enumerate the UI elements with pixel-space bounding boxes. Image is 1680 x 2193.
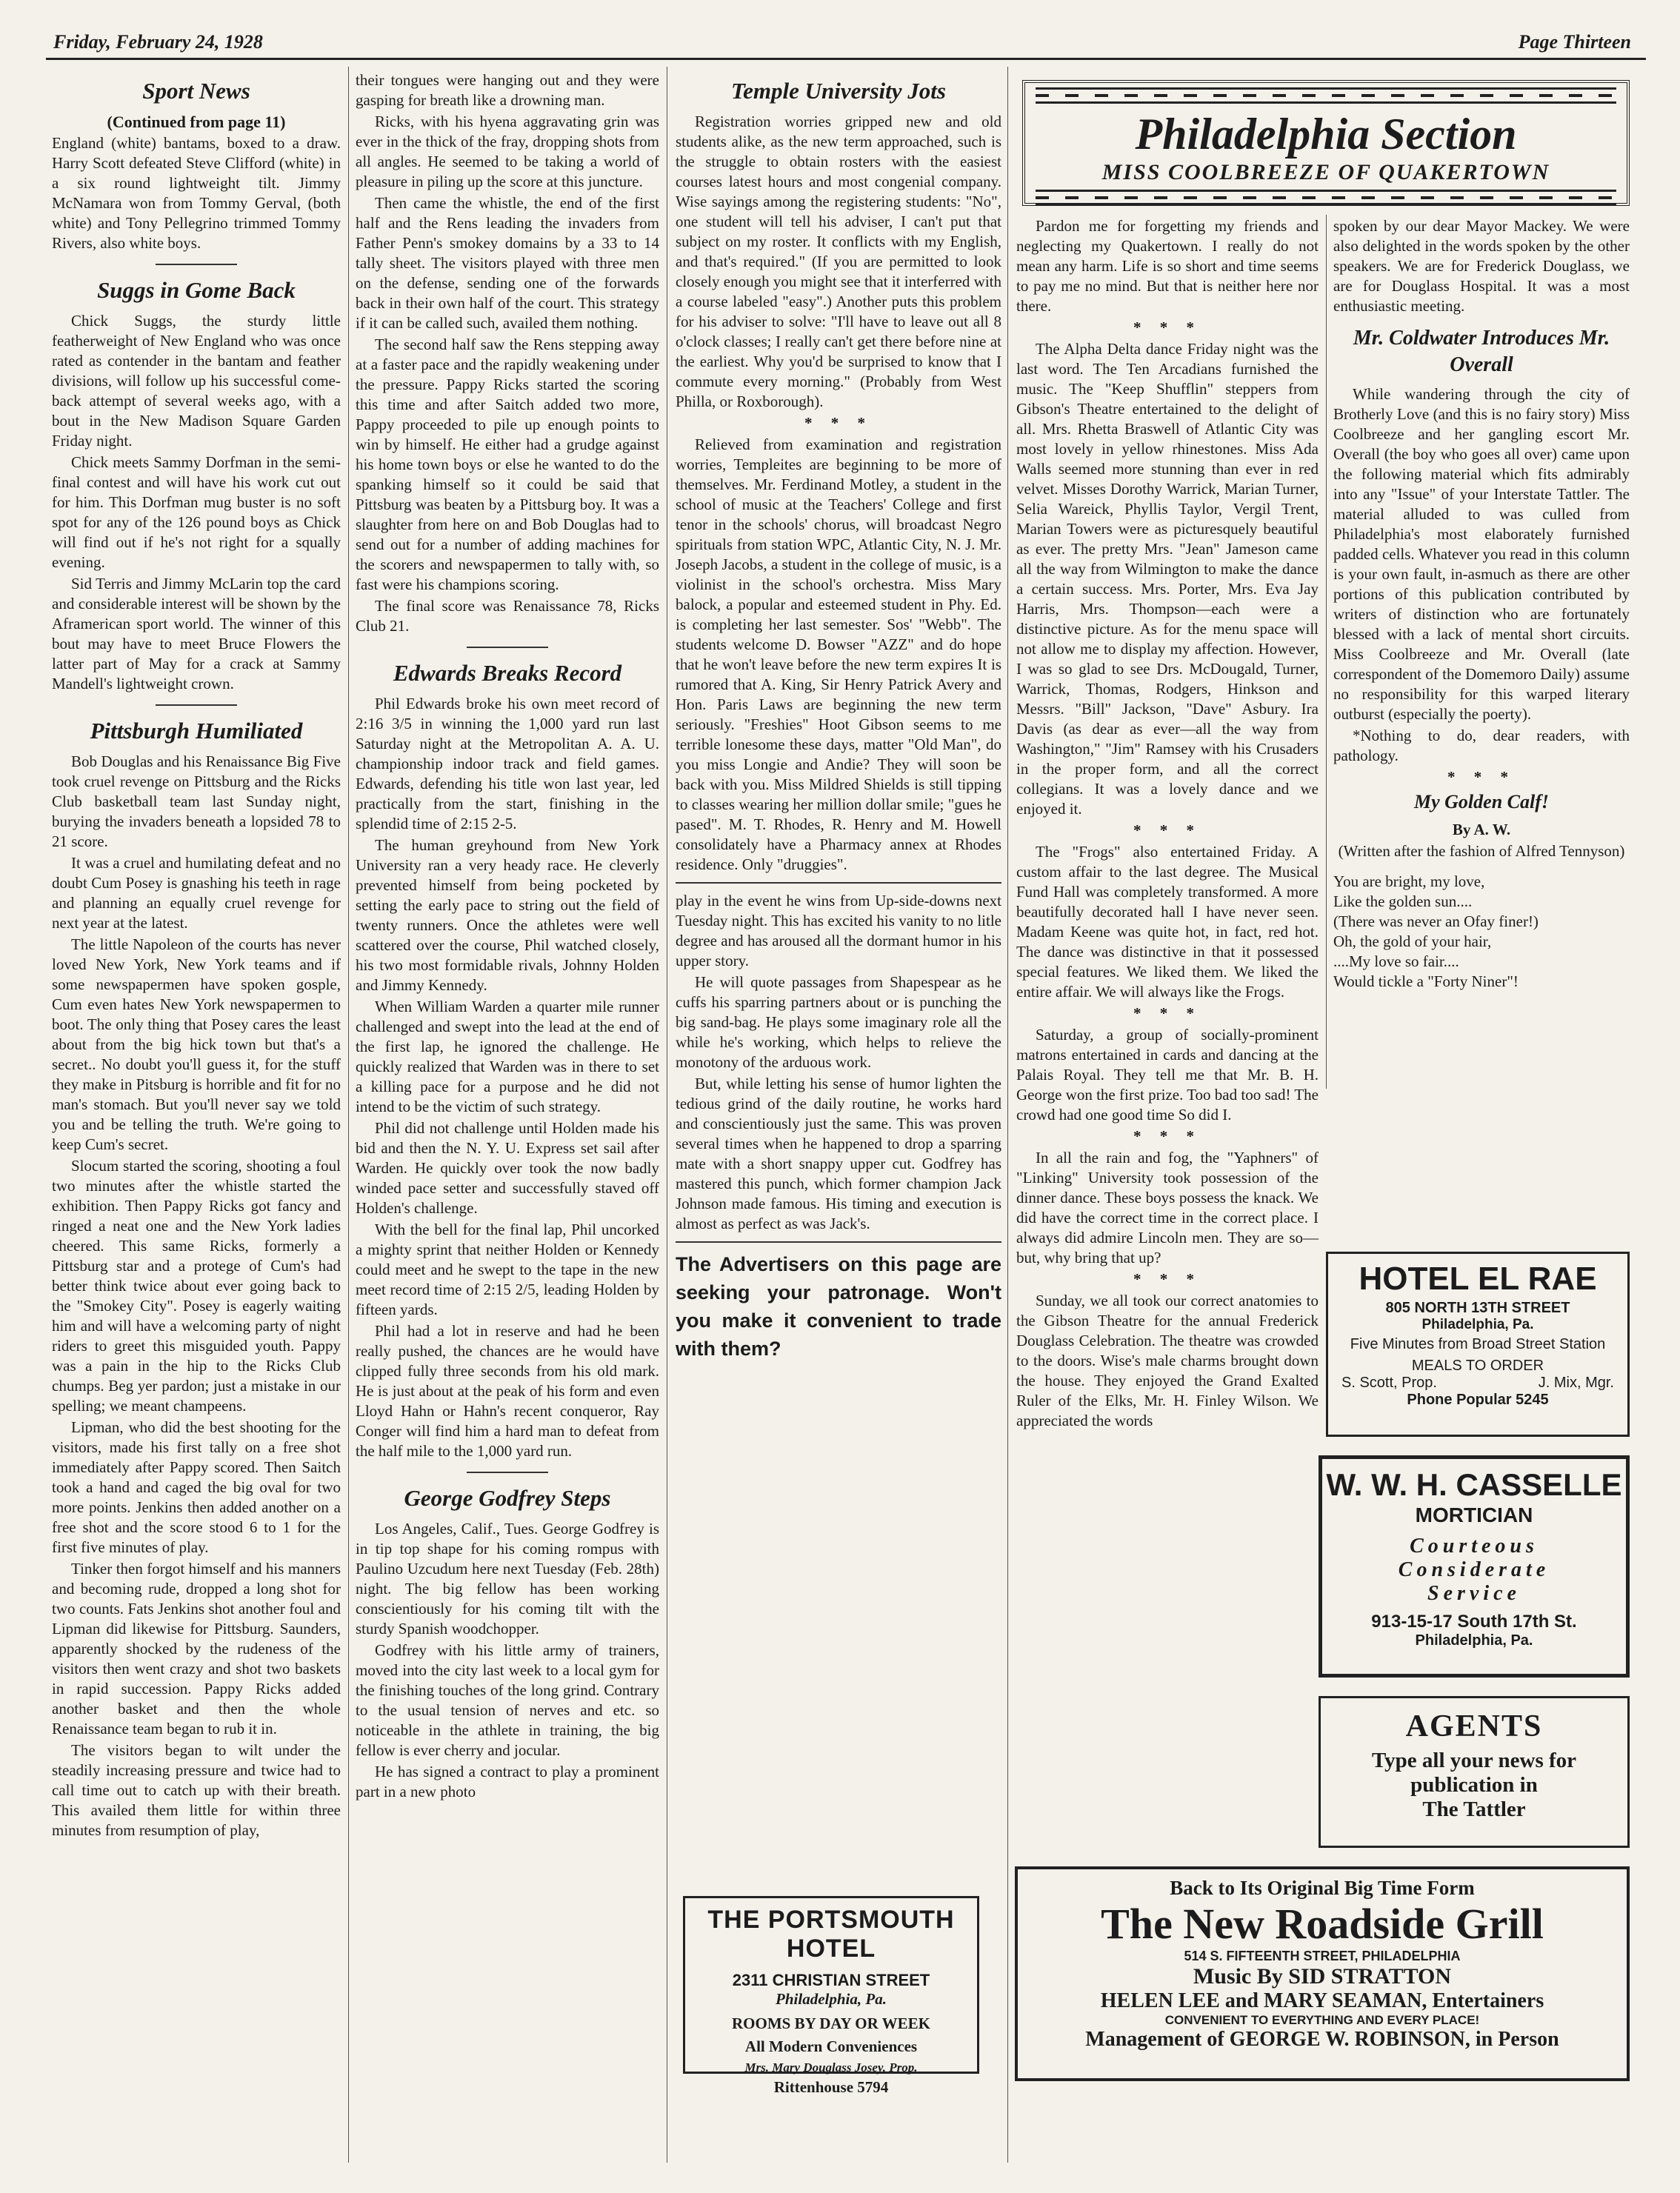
headline-temple: Temple University Jots <box>731 78 946 104</box>
section-stars: * * * <box>1133 1004 1201 1022</box>
casselle-word: Considerate <box>1398 1558 1550 1581</box>
divider <box>467 1472 548 1473</box>
article-paragraph: Saturday, a group of socially-prominent matrons entertained in cards and dancing at the Palais Royal. They tell me that Mr. B. H. George won the first prize. Too bad too sad! The crowd had one good time So did I. <box>1016 1026 1319 1124</box>
el-rae-location: Five Minutes from Broad Street Station <box>1350 1336 1606 1352</box>
roadside-music: Music By SID STRATTON <box>1193 1964 1452 1989</box>
byline: By A. W. <box>1452 821 1511 838</box>
article-paragraph: Godfrey with his little army of trainers, moved into the city last week to a local gym for the finishing touches of the long grind. Contrary to the usual tension of nerves and etc. so noticeable in the athlete in training, the big fellow is ever cherry and jocular. <box>356 1641 659 1759</box>
article-paragraph: their tongues were hanging out and they were gasping for breath like a drowning man. <box>356 71 659 109</box>
casselle-name: W. W. H. CASSELLE <box>1326 1467 1622 1502</box>
hotel-proprietor: Mrs. Mary Douglass Josey, Prop. <box>744 2060 918 2074</box>
article-paragraph: Lipman, who did the best shooting for the visitors, made his first tally on a free shot immediately after Pappy scored. Then Saitch took a hand and caged the big oval for two more points. Jenkins then added another on a free shot and the score stood 6 to 1 for the first five minutes of play. <box>52 1418 341 1556</box>
casselle-word: Service <box>1427 1582 1521 1605</box>
column-1 <box>52 70 341 1842</box>
article-paragraph: The human greyhound from New York University ran a very heady race. He cleverly prevented himself from being pocketed by setting the early pace to string out the field of twenty runners. Once the athletes were well scattered over the course, Phil watched closely, his two most formidable rivals, Johnny Holden and Jimmy Kennedy. <box>356 836 659 994</box>
agents-line: publication in <box>1410 1773 1538 1797</box>
divider <box>676 1241 1001 1243</box>
headline-suggs: Suggs in Gome Back <box>97 277 296 303</box>
agents-line: Type all your news for <box>1371 1749 1577 1772</box>
article-paragraph: He has signed a contract to play a prominent part in a new photo <box>356 1763 659 1800</box>
poem-line: ....My love so fair.... <box>1333 952 1459 970</box>
column-rule <box>1007 67 1008 2163</box>
agents-title: AGENTS <box>1405 1709 1543 1743</box>
article-paragraph: Los Angeles, Calif., Tues. George Godfrey is in tip top shape for his coming rompus with Paulino Uzcudum here next Tuesday (Feb. 28th) night. The big fellow has been working conscientiously for his coming tilt with the sturdy Spanish woodchopper. <box>356 1520 659 1638</box>
section-subtitle: MISS COOLBREEZE OF QUAKERTOWN <box>1101 160 1550 184</box>
column-2 <box>356 70 659 1803</box>
article-paragraph: The final score was Renaissance 78, Ricks Club 21. <box>356 597 659 635</box>
ad-portsmouth-hotel <box>683 1896 979 2096</box>
article-paragraph: England (white) bantams, boxed to a draw. Harry Scott defeated Steve Clifford (white) in a six round lightweight tilt. Jimmy McNamara won from Tommy Gerval, (both white) and Tony Pellegrino trimmed Tommy Rivers, also white boys. <box>52 134 341 252</box>
article-paragraph: Phil Edwards broke his own meet record of 2:16 3/5 in winning the 1,000 yard run last Saturday night at the Metropolitan A. A. U. championship indoor track and field games. Edwards, defending his title won last year, led practically from the start, finishing in the splendid time of 2:15 2-5. <box>356 695 659 832</box>
column-rule <box>348 67 349 2163</box>
article-paragraph: The Alpha Delta dance Friday night was the last word. The Ten Arcadians furnished the music. The "Keep Shufflin" steppers from Gibson's Theatre entertained to the delight of all. Mrs. Rhetta Braswell of Atlantic City was most lovely in yellow rhinestones. Miss Ada Walls seemed more stunning than ever in red velvet. Misses Dorothy Warrick, Marian Turner, Selia Wareick, Phyllis Taylor, Vergil Trent, Marian Towers were as picturesquely beautiful as ever. The pretty Mrs. "Jean" Jameson came all the way from Wilmington to make the dance a certain success. Mrs. Porter, Mrs. Eva Jay Harris, Mrs. Thompson—each were a distinctive picture. As for the menu space will not allow me to display my affection. However, I was so glad to see Drs. McDougald, Turner, Warrick, Thomas, Rodgers, Hinkson and Messrs. "Bill" Jackson, "Dave" Asbury. Ira Davis (as dear as ever—all the way from Washington," "Jim" Ramsey with his Crusaders in the proper form, and all the correct collegians. It was a lovely dance and we enjoyed it. <box>1016 340 1319 818</box>
ad-new-roadside-grill <box>1015 1866 1630 2081</box>
article-paragraph: spoken by our dear Mayor Mackey. We were also delighted in the words spoken by the other speakers. We are for Frederick Douglass, we are for Douglass Hospital. It was a most enthusiastic meeting. <box>1333 217 1630 315</box>
poem <box>1333 872 1630 992</box>
article-paragraph: Slocum started the scoring, shooting a foul two minutes after the whistle started the exhibition. Then Pappy Ricks got fancy and ringed a neat one and the New York ladies cheered. This same Ricks, formerly a Pittsburg star and a protege of Cum's had better think twice about ever going back to the "Smokey City". Posey is eagerly waiting him and will have a welcoming party of night riders to greet this misguided youth. Pappy was a pain in the hip to the Ricks Club chumps. Beg yer pardon; just a mistake in our spelling; we meant champeens. <box>52 1157 341 1415</box>
headline-edwards: Edwards Breaks Record <box>393 660 622 686</box>
column-3 <box>676 70 1001 1364</box>
article-paragraph: play in the event he wins from Up-side-downs next Tuesday night. This has excited his vanity to no litle degree and has aroused all the dormant humor in his upper story. <box>676 892 1001 969</box>
article-paragraph: He will quote passages from Shapespear as he cuffs his sparring partners about or is punching the big sand-bag. He plays some imaginary role all the while he's working, which helps to relieve the monotony of the arduous work. <box>676 973 1001 1071</box>
article-paragraph: The second half saw the Rens stepping away at a faster pace and the rapidly weakening under the pressure. Pappy Ricks started the scoring this time and after Saitch added two more, Pappy proceeded to pile up enough points to win by himself. He either had a grudge against his home town boys or else he wanted to do the spanking himself so it could be said that Pittsburg was beaten by a Pittsburg boy. It was a slaughter from here on and Bob Douglas had to send out for a number of adding machines for the scorers and newspapermen to tally with, so fast were his champions scoring. <box>356 336 659 593</box>
el-rae-city: Philadelphia, Pa. <box>1421 1317 1534 1332</box>
headline-sport-news: Sport News <box>142 78 250 104</box>
hotel-city: Philadelphia, Pa. <box>776 1990 887 2008</box>
casselle-street: 913-15-17 South 17th St. <box>1371 1612 1577 1632</box>
article-paragraph: Phil had a lot in reserve and had he been really pushed, the chances are he would have clipped fully three seconds from his old mark. He is just about at the peak of his form and even Lloyd Hahn or Hahn's recent conqueror, Ray Conger will find him a hard man to defeat from the half mile to the 1,000 yard run. <box>356 1322 659 1460</box>
ad-casselle-mortician <box>1319 1455 1630 1678</box>
roadside-convenience: CONVENIENT TO EVERYTHING AND EVERY PLACE! <box>1164 2013 1480 2027</box>
article-paragraph: But, while letting his sense of humor lighten the tedious grind of the daily routine, he works hard and conscientiously just the same. This was proven several times when he happened to drop a sparring mate with a short snappy upper cut. Godfrey has mastered this punch, which former champion Jack Johnson made famous. His timing and execution is almost as perfect as was Jack's. <box>676 1075 1001 1232</box>
hotel-rooms: ROOMS BY DAY OR WEEK <box>732 2015 930 2032</box>
headline-golden-calf: My Golden Calf! <box>1414 791 1549 812</box>
page-number: Page Thirteen <box>1518 31 1631 53</box>
advertiser-notice: The Advertisers on this page are seeking your patronage. Won't you make it convenient to trade with them? <box>676 1253 1001 1360</box>
section-title: Philadelphia Section <box>1135 110 1517 158</box>
divider <box>467 647 548 648</box>
issue-date: Friday, February 24, 1928 <box>53 31 263 53</box>
section-stars: * * * <box>1133 1270 1201 1288</box>
el-rae-staff <box>1328 1375 1627 1392</box>
casselle-city: Philadelphia, Pa. <box>1415 1632 1533 1649</box>
headline-coldwater: Mr. Coldwater Introduces Mr. Overall <box>1353 327 1610 376</box>
el-rae-proprietor: S. Scott, Prop. <box>1341 1375 1437 1391</box>
article-paragraph: Bob Douglas and his Renaissance Big Five took cruel revenge on Pittsburg and the Ricks Club basketball team last Sunday night, burying the invaders beneath a lopsided 78 to 21 score. <box>52 752 341 850</box>
philadelphia-section-banner <box>1022 80 1630 206</box>
article-paragraph: Ricks, with his hyena aggravating grin was ever in the thick of the fray, dropping shots from all angles. He seemed to be taking a world of pleasure in piling up the score at this juncture. <box>356 113 659 190</box>
hotel-street: 2311 CHRISTIAN STREET <box>732 1971 930 1989</box>
poem-line: Oh, the gold of your hair, <box>1333 932 1492 950</box>
poem-line: You are bright, my love, <box>1333 872 1485 890</box>
article-paragraph: Pardon me for forgetting my friends and neglecting my Quakertown. I really do not mean any harm. Life is so short and time seems to pay me no mind. But that is neither here nor there. <box>1016 217 1319 315</box>
article-paragraph: Tinker then forgot himself and his manners and becoming rude, dropped a long shot for two counts. Fats Jenkins shot another foul and Lipman did likewise for Pittsburg. Saunders, apparently shocked by the rudeness of the visitors then went crazy and shot two baskets in rapid succession. Pappy Ricks added another basket and then the whole Renaissance team began to rub it in. <box>52 1560 341 1738</box>
continued-note: (Continued from page 11) <box>107 113 286 131</box>
article-paragraph: It was a cruel and humilating defeat and no doubt Cum Posey is gnashing his teeth in rage and planning an equally cruel revenge for next year at the latest. <box>52 854 341 932</box>
section-stars: * * * <box>1447 768 1516 786</box>
agents-notice <box>1319 1696 1630 1848</box>
divider <box>156 704 237 706</box>
column-5 <box>1333 216 1630 992</box>
hotel-phone: Rittenhouse 5794 <box>773 2078 889 2096</box>
el-rae-meals: MEALS TO ORDER <box>1411 1358 1544 1374</box>
article-paragraph: The little Napoleon of the courts has never loved New York, New York teams and if some newspapermen have spoken gosple, Cum even hates New York newspapermen to boot. The only thing that Posey cares the least about from the big hick town but that's a secret.. No doubt you'll guess it, for the stuff they make in Pitsburg is horrible and fit for no man's stomach. But you'll never say we told you and be telling the truth. We're going to keep Cum's secret. <box>52 935 341 1153</box>
article-paragraph: The "Frogs" also entertained Friday. A custom affair to the last degree. The Musical Fund Hall was completely transformed. A more beautifully decorated hall I have never seen. Madam Keene was quite hot, in fact, red hot. The dance was distinctive in that it possessed special features. We liked them. We liked the entire affair. We will always like the Frogs. <box>1016 843 1319 1001</box>
roadside-street: 514 S. FIFTEENTH STREET, PHILADELPHIA <box>1184 1949 1461 1963</box>
article-paragraph: Phil did not challenge until Holden made his bid and then the N. Y. U. Express set sail after Warden. He quickly over took the now badly winded pace setter and successfully staved off Holden's challenge. <box>356 1119 659 1217</box>
headline-godfrey: George Godfrey Steps <box>404 1485 611 1511</box>
divider <box>156 264 237 265</box>
poem-note: (Written after the fashion of Alfred Tennyson) <box>1338 842 1625 860</box>
article-paragraph: Chick meets Sammy Dorfman in the semi-final contest and will have his work cut out for him. This Dorfman mug buster is no soft spot for any of the 126 pound boys as Chick will find out if he's not right for a squally evening. <box>52 453 341 571</box>
roadside-management: Management of GEORGE W. ROBINSON, in Person <box>1085 2028 1559 2051</box>
headline-pittsburgh: Pittsburgh Humiliated <box>90 718 303 744</box>
article-paragraph: In all the rain and fog, the "Yaphners" of "Linking" University took possession of the dinner dance. These boys possess the knack. We did have the correct time in the correct place. I always did admire Lincoln men. They are so— but, why bring that up? <box>1016 1149 1319 1266</box>
article-paragraph: With the bell for the final lap, Phil uncorked a mighty sprint that neither Holden or Kennedy could meet and he swept to the tape in the new meet record time of 2:15 2/5, leading Holden by fifteen yards. <box>356 1221 659 1318</box>
article-paragraph: The visitors began to wilt under the steadily increasing pressure and twice had to call time out to catch up with their breath. This availed them little for within three minutes from resumption of play, <box>52 1741 341 1839</box>
article-paragraph: Sid Terris and Jimmy McLarin top the card and considerable interest will be shown by the Aframerican sport world. The winner of this bout may have to meet Bruce Flowers the latter part of May for a crack at Sammy Mandell's lightweight crown. <box>52 575 341 692</box>
section-stars: * * * <box>1133 318 1201 336</box>
article-paragraph: Relieved from examination and registration worries, Templeites are beginning to be more of themselves. Mr. Ferdinand Motley, a student in the school of music at the Teachers' College and first tenor in the schools' chorus, will broadcast Negro spirituals from station WPC, Atlantic City, N. J. Mr. Joseph Jacobs, a student in the college of music, is a violinist in the school's orchestra. Miss Mary balock, a popular and esteemed student in Phy. Ed. is completing her last semester. Sos' "Webb". The students welcome D. Bowser "AZZ" and do hope that he won't leave before the new term expires It is rumored that A. King, Sir Henry Patrick Avery and Hon. Paris Laws are beginning the new term seriously. "Freshies" Hoot Gibson seems to me terrible lonesome these days, matter "Old Man", do you miss Longie and Andie? They will soon be back with you. Miss Mildred Shields is still tipping to classes wearing her million dollar smile; "gues he pased". M. T. Rhodes, R. Henry and M. Howell consolidately have a Pharmacy annex at Rhodes residence. Only "druggies". <box>676 435 1001 873</box>
article-paragraph: *Nothing to do, dear readers, with pathology. <box>1333 727 1630 764</box>
article-paragraph: Then came the whistle, the end of the first half and the Rens leading the invaders from Father Penn's smokey domains by a 33 to 14 tally sheet. The visitors played with three men on the defense, sending one of the forwards back in their own half of the court. This strategy if it can be called such, availed them nothing. <box>356 194 659 332</box>
article-paragraph: Sunday, we all took our correct anatomies to the Gibson Theatre for the annual Frederick Douglass Celebration. The theatre was crowded to the doors. Wise's male charms brought down the house. They enjoyed the Grand Exalted Ruler of the Elks, Mr. H. Finley Wilson. We appreciated the words <box>1016 1292 1319 1429</box>
section-stars: * * * <box>1133 821 1201 839</box>
poem-line: (There was never an Ofay finer!) <box>1333 912 1539 930</box>
banner-ornament <box>1036 190 1616 206</box>
agents-line: The Tattler <box>1422 1798 1526 1821</box>
el-rae-phone: Phone Popular 5245 <box>1407 1392 1549 1408</box>
el-rae-name: HOTEL EL RAE <box>1359 1261 1597 1297</box>
casselle-word: Courteous <box>1410 1535 1539 1558</box>
page-header <box>46 28 1646 60</box>
hotel-name: THE PORTSMOUTH HOTEL <box>707 1906 955 1963</box>
article-paragraph: While wandering through the city of Brotherly Love (and this is no fairy story) Miss Coolbreeze and her gangling escort Mr. Overall (the boy who goes all over) came upon the following material which fits admirably into any "Issue" of your Interstate Tattler. The material alluded to was culled from Philadelphia's most elaborately furnished padded cells. Whatever you read in this column is your own fault, in-asmuch as there are other portions of this publication contributed by writers of distinction who are fortunately blessed with a lack of mental short circuits. Miss Coolbreeze and Mr. Overall (late correspondent of the Domemoro Daily) assume no responsibility for this warped literary outburst (especially the poerty). <box>1333 385 1630 723</box>
column-4 <box>1016 216 1319 1432</box>
article-paragraph: Registration worries gripped new and old students alike, as the new term approached, such is the struggle to obtain rosters with the easiest courses latest hours and most congenial company. Wise sayings among the registering students: "No", one student will tell his adviser, I can't put that subject on my roster. It conflicts with my English, and that's required." (If you are permitted to look closely enough you might see that it interferred with a course labeled "easy".) Another puts this problem for his adviser to solve: "I'll have to leave out all 8 o'clock classes; I really can't get there before nine at the earliest. Why you'd be surprised to know that I commute every morning." (Probably from West Philla, or Roxborough). <box>676 113 1001 410</box>
poem-line: Like the golden sun.... <box>1333 892 1473 910</box>
roadside-tagline: Back to Its Original Big Time Form <box>1170 1877 1475 1899</box>
roadside-entertainers: HELEN LEE and MARY SEAMAN, Entertainers <box>1100 1989 1544 2012</box>
roadside-name: The New Roadside Grill <box>1101 1900 1544 1948</box>
banner-ornament <box>1036 87 1616 104</box>
article-paragraph: Chick Suggs, the sturdy little featherweight of New England who was once rated as contender in the bantam and feather divisions, will follow up his successful come-back attempt of several weeks ago, with a bout in the New Madison Square Garden Friday night. <box>52 312 341 450</box>
divider <box>676 882 1001 884</box>
article-paragraph: When William Warden a quarter mile runner challenged and swept into the lead at the end of the first lap, he ignored the challenge. He quickly realized that Warden was in there to set a killing pace for a purpose and he did not intend to be the victim of such strategy. <box>356 998 659 1115</box>
casselle-role: MORTICIAN <box>1415 1503 1533 1526</box>
hotel-conveniences: All Modern Conveniences <box>744 2037 918 2055</box>
column-rule <box>1326 215 1327 1089</box>
el-rae-manager: J. Mix, Mgr. <box>1538 1375 1614 1391</box>
section-stars: * * * <box>804 414 873 432</box>
section-stars: * * * <box>1133 1127 1201 1145</box>
ad-hotel-el-rae <box>1326 1252 1630 1437</box>
el-rae-street: 805 NORTH 13TH STREET <box>1385 1300 1570 1316</box>
poem-line: Would tickle a "Forty Niner"! <box>1333 972 1519 990</box>
